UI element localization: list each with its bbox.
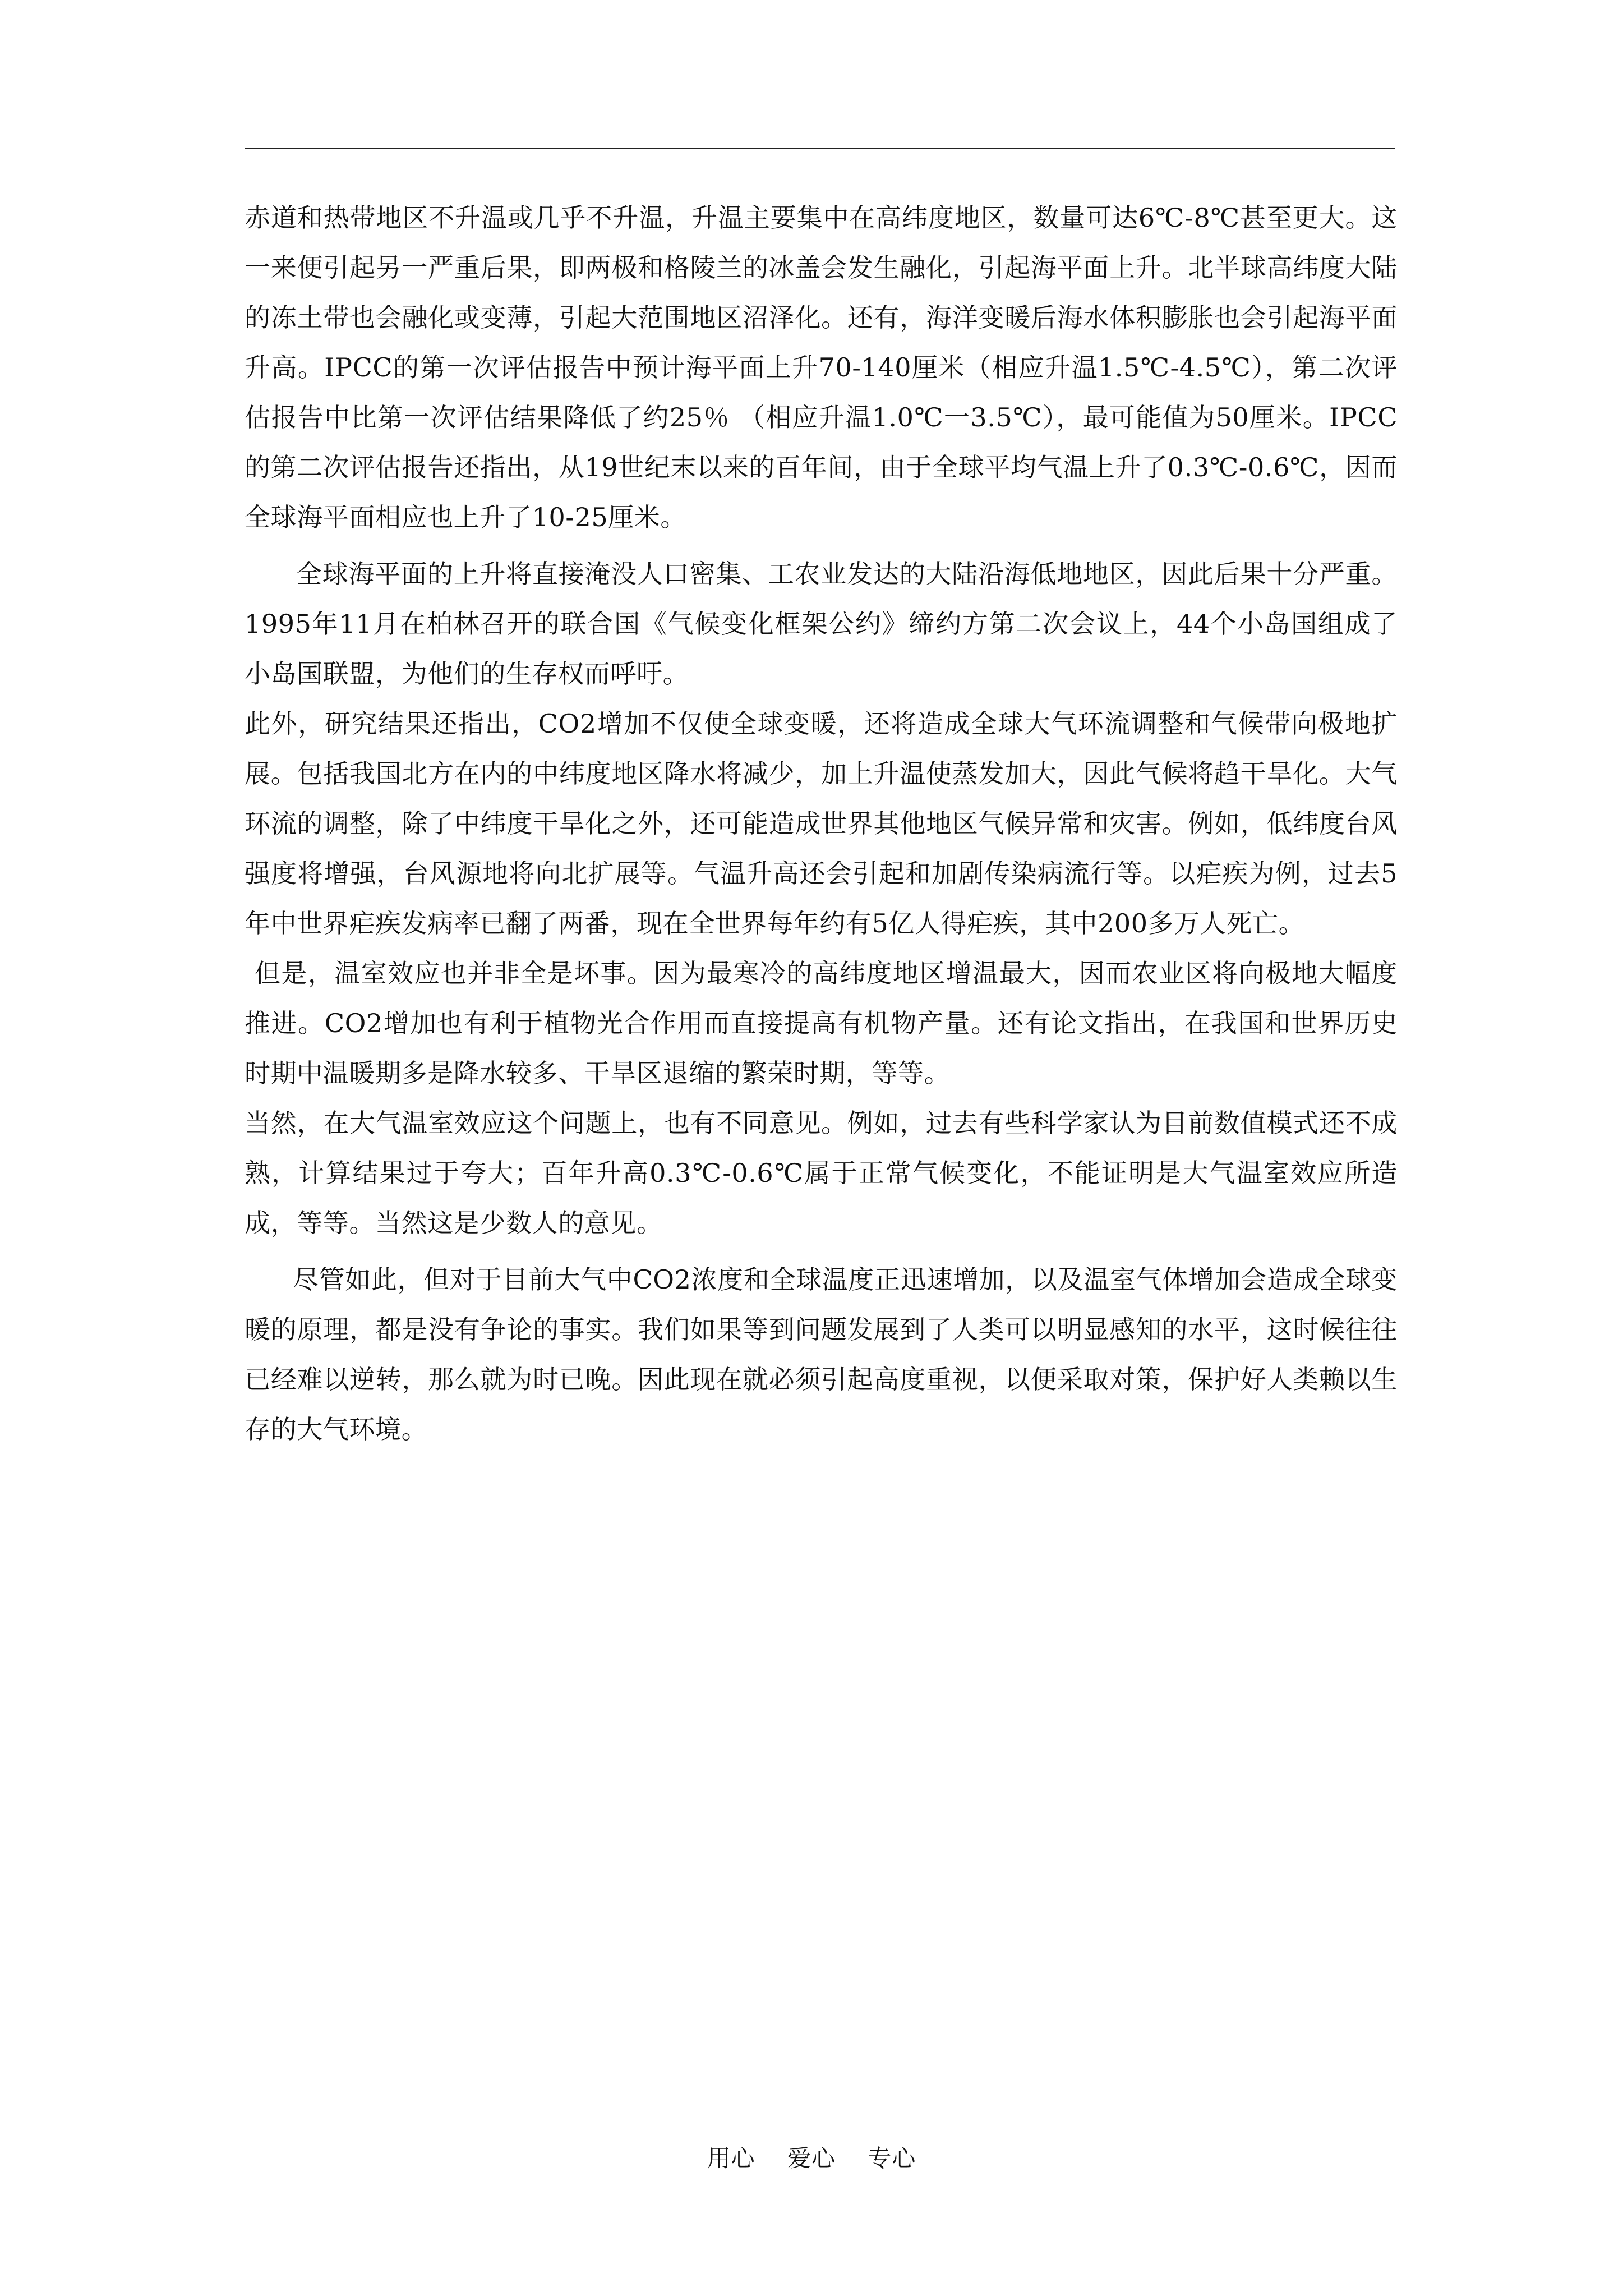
paragraph-benefits: 但是，温室效应也并非全是坏事。因为最寒冷的高纬度地区增温最大，因而农业区将向极地大幅度推进。CO2增加也有利于植物光合作用而直接提高有机物产量。还有论文指出，在我国和世界历史时期中温暖期多是降水较多、干旱区退缩的繁荣时期，等等。: [245, 958, 1398, 1088]
paragraph-sea-level-rise: 赤道和热带地区不升温或几乎不升温，升温主要集中在高纬度地区，数量可达6℃-8℃甚至更大。这一来便引起另一严重后果，即两极和格陵兰的冰盖会发生融化，引起海平面上升。北半球高纬度大陆的冻土带也会融化或变薄，引起大范围地区沼泽化。还有，海洋变暖后海水体积膨胀也会引起海平面升高。IPCC的第一次评估报告中预计海平面上升70-140厘米（相应升温1.5℃-4.5℃），第二次评估报告中比第一次评估结果降低了约25％ （相应升温1.0℃一3.5℃），最可能值为50厘米。IPCC的第二次评估报告还指出，从19世纪末以来的百年间，由于全球平均气温上升了0.3℃-0.6℃，因而全球海平面相应也上升了10-25厘米。: [245, 203, 1398, 532]
page-footer: 用心 爱心 专心: [707, 2145, 916, 2172]
paragraph-circulation-change: 此外，研究结果还指出，CO2增加不仅使全球变暖，还将造成全球大气环流调整和气候带向极地扩展。包括我国北方在内的中纬度地区降水将减少，加上升温使蒸发加大，因此气候将趋干旱化。大气环流的调整，除了中纬度干旱化之外，还可能造成世界其他地区气候异常和灾害。例如，低纬度台风强度将增强，台风源地将向北扩展等。气温升高还会引起和加剧传染病流行等。以疟疾为例，过去5年中世界疟疾发病率已翻了两番，现在全世界每年约有5亿人得疟疾，其中200多万人死亡。: [245, 708, 1398, 938]
header-rule: [245, 148, 1395, 149]
paragraph-coastal-impact: 全球海平面的上升将直接淹没人口密集、工农业发达的大陆沿海低地地区，因此后果十分严重。1995年11月在柏林召开的联合国《气候变化框架公约》缔约方第二次会议上，44个小岛国组成了小岛国联盟，为他们的生存权而呼吁。: [245, 559, 1398, 689]
paragraph-dissent: 当然，在大气温室效应这个问题上，也有不同意见。例如，过去有些科学家认为目前数值模式还不成熟，计算结果过于夸大；百年升高0.3℃-0.6℃属于正常气候变化，不能证明是大气温室效应所造成，等等。当然这是少数人的意见。: [245, 1108, 1398, 1238]
paragraph-conclusion: 尽管如此，但对于目前大气中CO2浓度和全球温度正迅速增加，以及温室气体增加会造成全球变暖的原理，都是没有争论的事实。我们如果等到问题发展到了人类可以明显感知的水平，这时候往往已经难以逆转，那么就为时已晚。因此现在就必须引起高度重视，以便采取对策，保护好人类赖以生存的大气环境。: [245, 1264, 1398, 1444]
body-text: [245, 193, 1398, 1455]
